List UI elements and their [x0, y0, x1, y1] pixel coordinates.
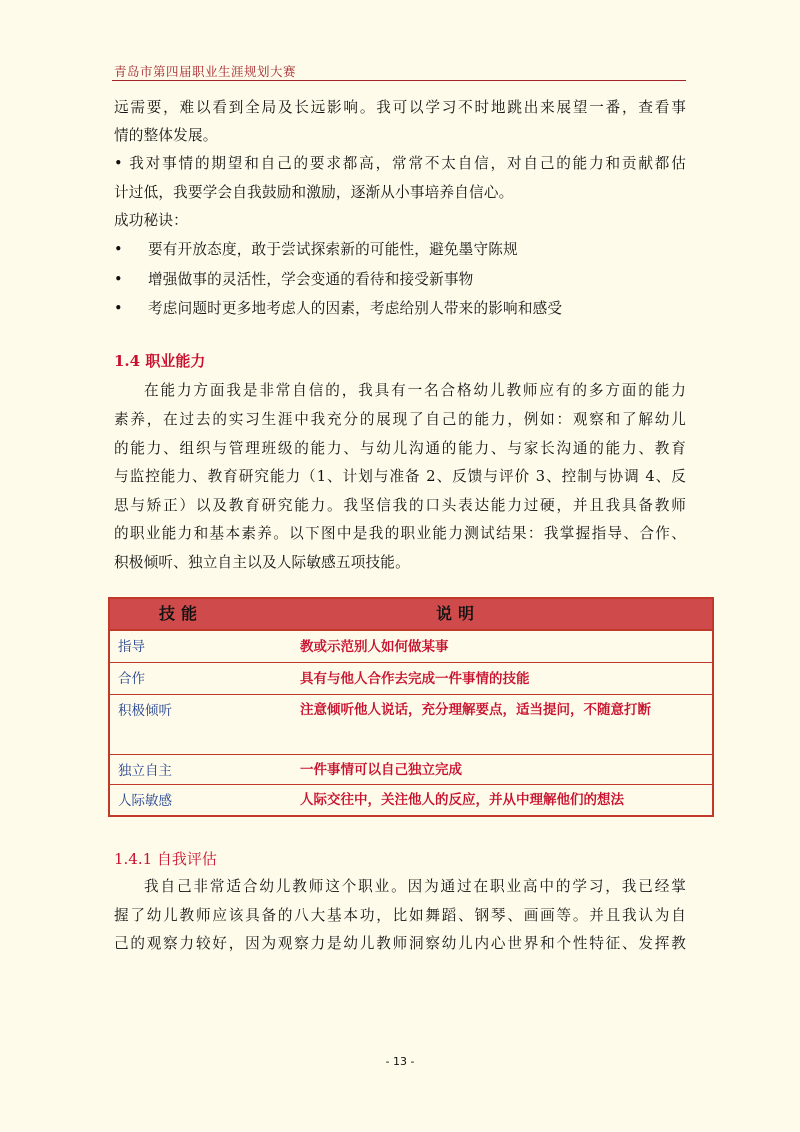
table-row [110, 755, 712, 785]
subsection-paragraph-line: 己的观察力较好，因为观察力是幼儿教师洞察幼儿内心世界和个性特征、发挥教 [114, 935, 686, 952]
section-paragraph-line: 思与矫正）以及教育研究能力。我坚信我的口头表达能力过硬，并且我具备教师 [114, 497, 686, 514]
bullet-paragraph-line: 计过低，我要学会自我鼓励和激励，逐渐从小事培养自信心。 [114, 184, 514, 201]
skill-cell: 独立自主 [118, 763, 172, 779]
section-paragraph-line: 积极倾听、独立自主以及人际敏感五项技能。 [114, 554, 410, 571]
skill-cell: 指导 [118, 639, 145, 655]
skill-cell: 合作 [118, 671, 145, 687]
section-paragraph-line: 素养，在过去的实习生涯中我充分的展现了自己的能力，例如：观察和了解幼儿 [114, 411, 686, 428]
subsection-heading: 1.4.1 自我评估 [114, 850, 217, 868]
section-paragraph-line: 与监控能力、教育研究能力（1、计划与准备 2、反馈与评价 3、控制与协调 4、反 [114, 468, 686, 485]
description-cell: 一件事情可以自己独立完成 [300, 762, 462, 778]
skills-table [108, 597, 714, 817]
subsection-paragraph-line: 握了幼儿教师应该具备的八大基本功，比如舞蹈、钢琴、画画等。并且我认为自 [114, 907, 686, 924]
subsection-paragraph-line: 我自己非常适合幼儿教师这个职业。因为通过在职业高中的学习，我已经掌 [144, 878, 686, 895]
table-header [110, 599, 712, 631]
description-cell: 人际交往中，关注他人的反应，并从中理解他们的想法 [300, 792, 624, 808]
description-cell: 注意倾听他人说话，充分理解要点，适当提问，不随意打断 [300, 702, 651, 718]
table-row [110, 785, 712, 815]
tip-item [114, 299, 686, 319]
skill-cell: 积极倾听 [118, 703, 172, 719]
header-rule [112, 80, 686, 81]
tip-text: 要有开放态度，敢于尝试探索新的可能性，避免墨守陈规 [148, 241, 518, 258]
section-heading: 1.4 职业能力 [114, 352, 206, 370]
section-paragraph-line: 的能力、组织与管理班级的能力、与幼儿沟通的能力、与家长沟通的能力、教育 [114, 440, 686, 457]
table-row [110, 631, 712, 663]
section-paragraph-line: 在能力方面我是非常自信的，我具有一名合格幼儿教师应有的多方面的能力 [144, 382, 686, 399]
intro-line: 情的整体发展。 [114, 127, 218, 144]
bullet-dot: • [114, 241, 123, 258]
page-number: - 13 - [385, 1055, 415, 1068]
tip-item [114, 270, 686, 290]
header-skill: 技能 [158, 604, 203, 623]
table-row [110, 695, 712, 755]
header-description: 说明 [435, 604, 480, 623]
skill-cell: 人际敏感 [118, 793, 172, 809]
intro-line: 远需要，难以看到全局及长远影响。我可以学习不时地跳出来展望一番，查看事 [114, 99, 686, 116]
running-header-title: 青岛市第四届职业生涯规划大赛 [114, 64, 297, 79]
bullet-paragraph-line: • 我对事情的期望和自己的要求都高，常常不太自信，对自己的能力和贡献都估 [114, 155, 686, 172]
section-paragraph-line: 的职业能力和基本素养。以下图中是我的职业能力测试结果：我掌握指导、合作、 [114, 525, 686, 542]
description-cell: 教或示范别人如何做某事 [300, 639, 449, 655]
success-label: 成功秘诀： [114, 212, 188, 229]
bullet-dot: • [114, 300, 123, 317]
bullet-dot: • [114, 271, 123, 288]
tip-text: 考虑问题时更多地考虑人的因素，考虑给别人带来的影响和感受 [148, 300, 563, 317]
table-row [110, 663, 712, 695]
tip-item [114, 240, 686, 260]
description-cell: 具有与他人合作去完成一件事情的技能 [300, 671, 530, 687]
tip-text: 增强做事的灵活性，学会变通的看待和接受新事物 [148, 271, 474, 288]
